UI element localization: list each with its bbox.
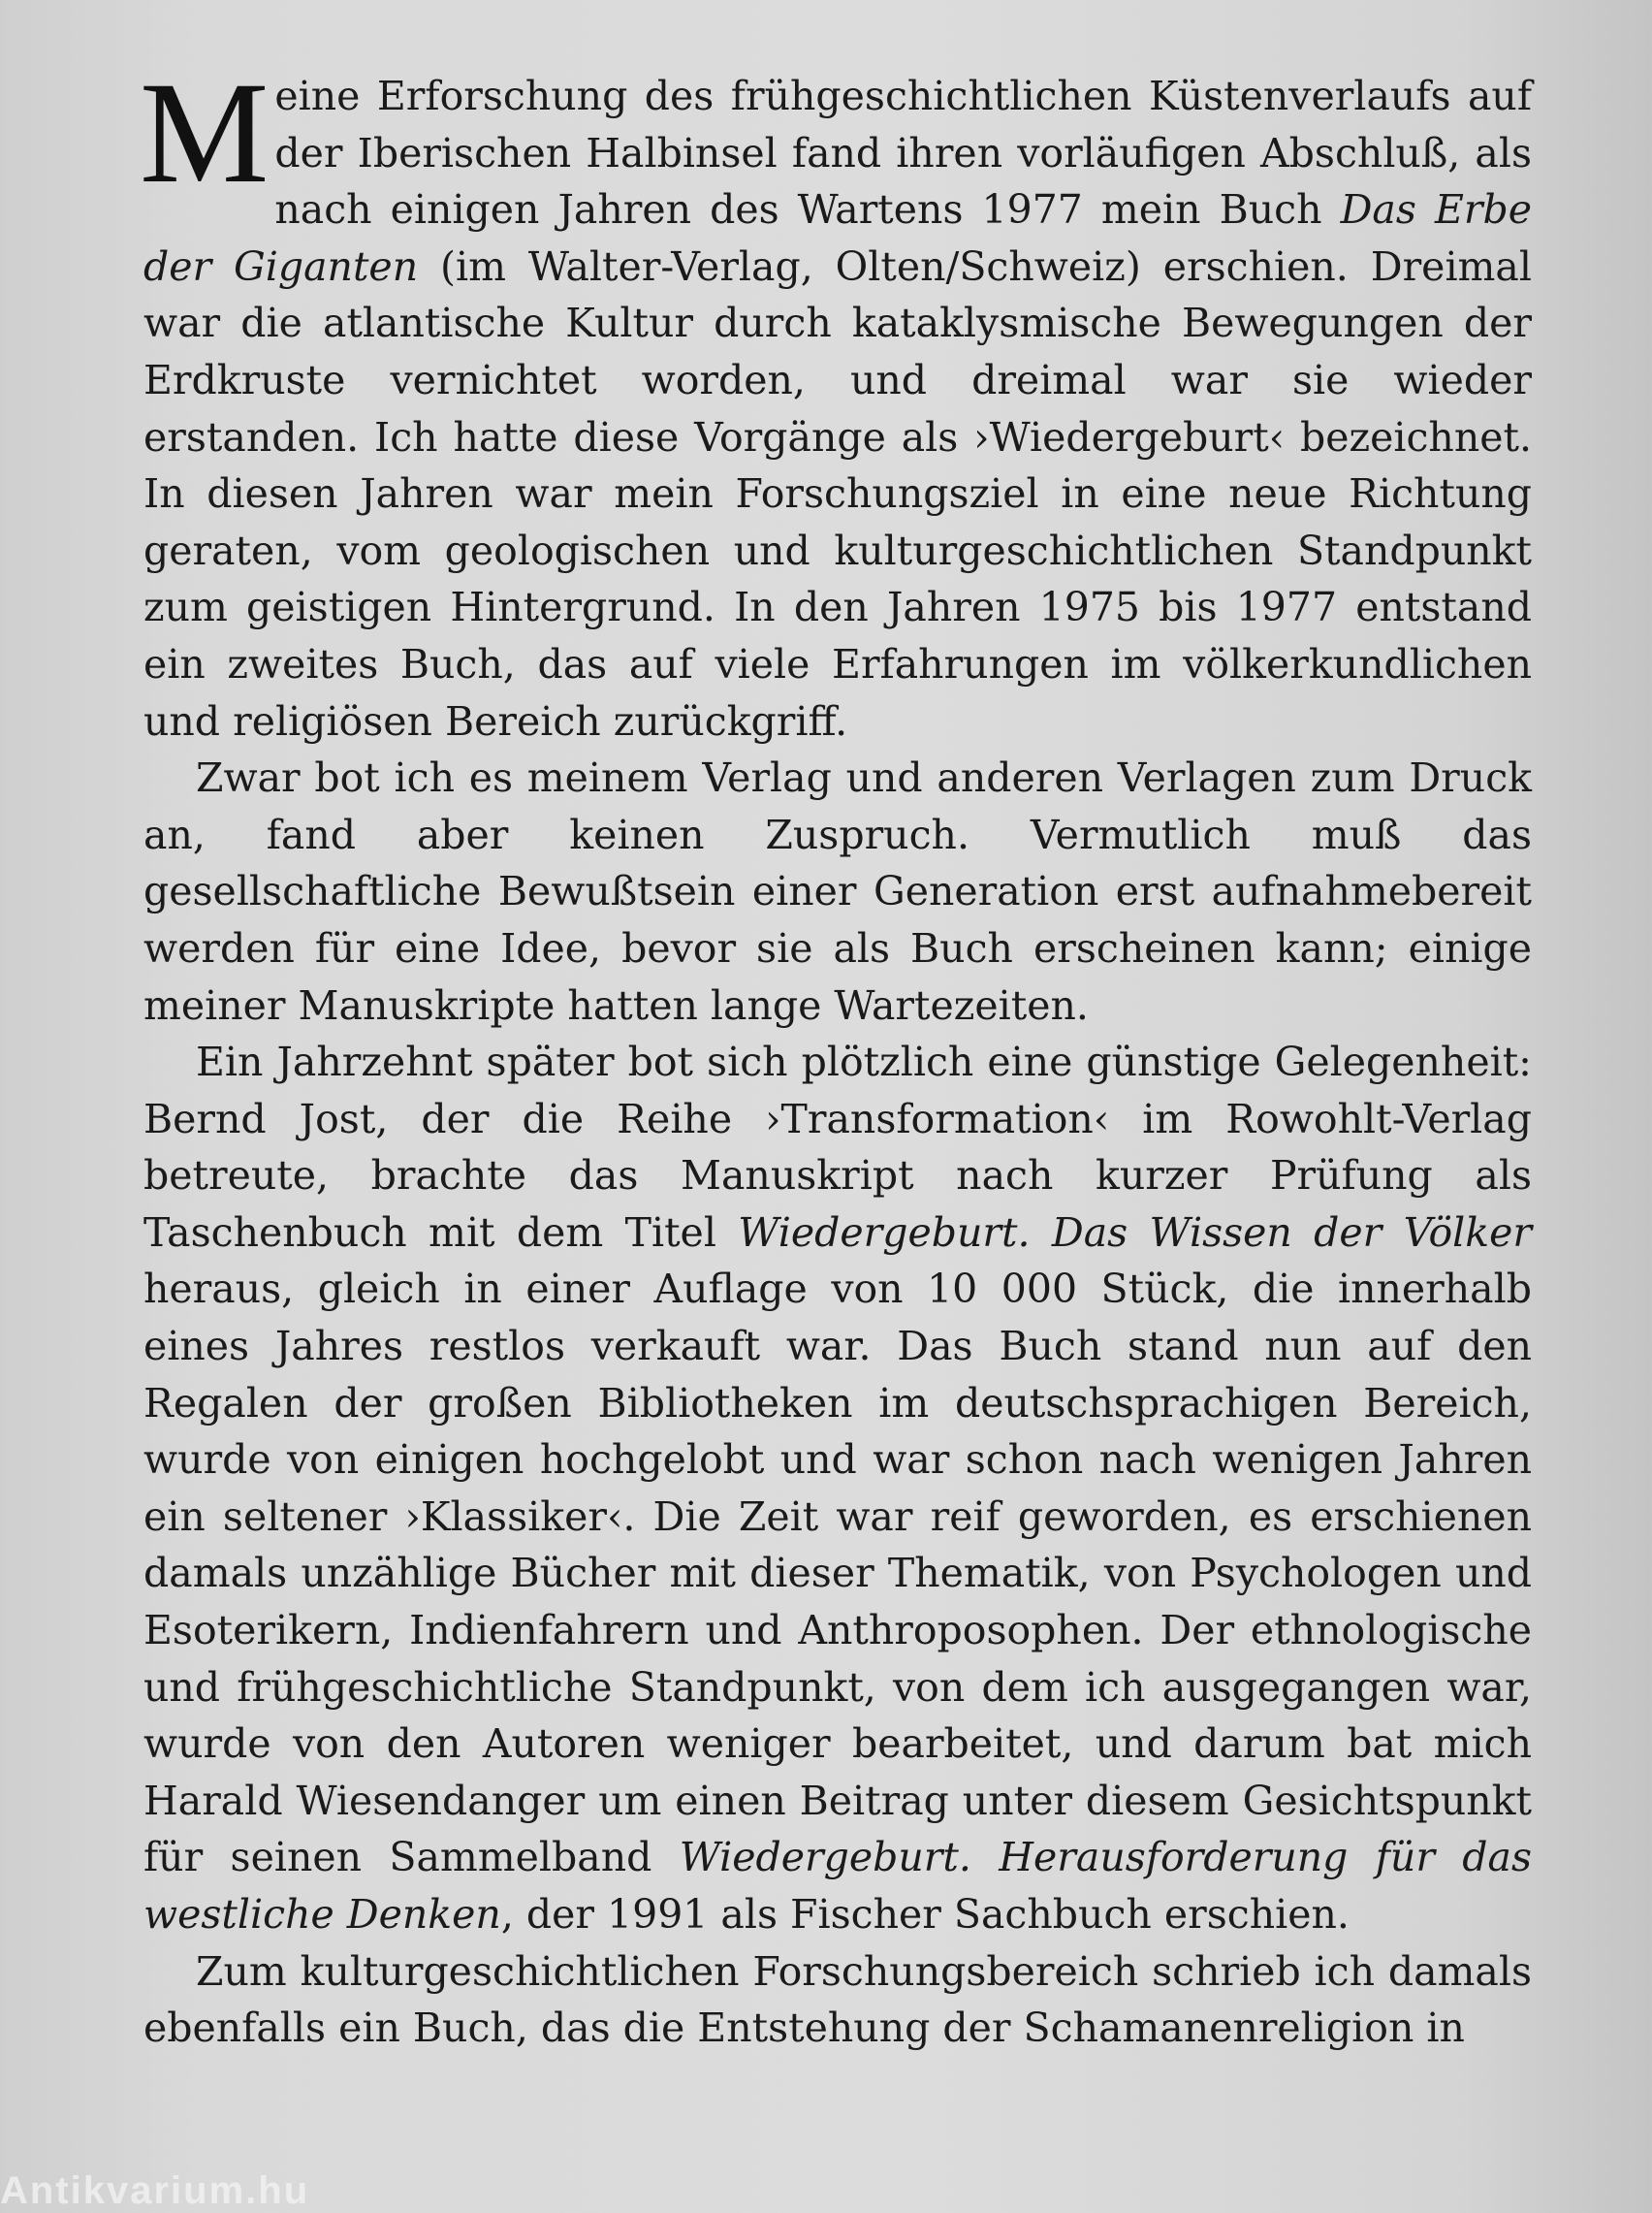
- drop-cap: M: [140, 52, 270, 213]
- paragraph-1-text-a: eine Erforschung des frühgeschichtlichen Küstenverlaufs auf der Iberischen Halbinsel fand ihren vorläufigen Abschluß, als nach einigen Jahren des Wartens 1977 mein Buch: [274, 73, 1532, 234]
- paragraph-1: [140, 52, 1532, 750]
- watermark: Antikvarium.hu: [0, 2169, 310, 2212]
- paragraph-3-text-b: heraus, gleich in einer Auflage von 10 000 Stück, die innerhalb eines Jahres restlos verkauft war. Das Buch stand nun auf den Regalen der großen Bibliotheken im deutschsprachigen Bereich, wurde von einigen hochgelobt und war schon nach wenigen Jahren ein seltener ›Klassiker‹. Die Zeit war reif geworden, es erschienen damals unzählige Bücher mit dieser Thematik, von Psychologen und Esoterikern, Indienfahrern und Anthroposophen. Der ethnologische und frühgeschichtliche Standpunkt, von dem ich ausgegangen war, wurde von den Autoren weniger bearbeitet, und darum bat mich Harald Wiesendanger um einen Beitrag unter diesem Gesichtspunkt für seinen Sammelband: [143, 1266, 1532, 1881]
- book-title-wiedergeburt-wissen: Wiedergeburt. Das Wissen der Völker: [738, 1208, 1532, 1256]
- book-title-das-erbe-der-giganten: Das Erbe der Giganten: [143, 186, 1532, 290]
- paragraph-4: Zum kulturgeschichtlichen Forschungsbereich schrieb ich damals ebenfalls ein Buch, das die Entstehung der Schamanenreligion in: [143, 1947, 1532, 2052]
- paragraph-1-text-b: (im Walter-Verlag, Olten/Schweiz) erschien. Dreimal war die atlantische Kultur durch kataklysmische Bewegungen der Erdkruste vernichtet worden, und dreimal war sie wieder erstanden. Ich hatte diese Vorgänge als ›Wiedergeburt‹ bezeichnet. In diesen Jahren war mein Forschungsziel in eine neue Richtung geraten, vom geologischen und kulturgeschichtlichen Standpunkt zum geistigen Hintergrund. In den Jahren 1975 bis 1977 entstand ein zweites Buch, das auf viele Erfahrungen im völkerkundlichen und religiösen Bereich zurückgriff.: [143, 242, 1532, 745]
- paragraph-3-text-a: Ein Jahrzehnt später bot sich plötzlich eine günstige Gelegenheit: Bernd Jost, der die Reihe ›Transformation‹ im Rowohlt-Verlag betreute, brachte das Manuskript nach kurzer Prüfung als Taschenbuch mit dem Titel: [143, 1039, 1532, 1256]
- book-title-wiedergeburt-herausforderung: Wiedergeburt. Herausforderung für das westliche Denken: [143, 1834, 1532, 1938]
- paragraph-3: [143, 1034, 1532, 1943]
- paragraph-2: Zwar bot ich es meinem Verlag und anderen Verlagen zum Druck an, fand aber keinen Zuspruch. Vermutlich muß das gesellschaftliche Bewußtsein einer Generation erst aufnahmebereit werden für eine Idee, bevor sie als Buch erscheinen kann; einige meiner Manuskripte hatten lange Wartezeiten.: [143, 754, 1532, 1029]
- book-page-text: [140, 52, 1532, 2104]
- paragraph-3-text-c: , der 1991 als Fischer Sachbuch erschien.: [500, 1891, 1350, 1938]
